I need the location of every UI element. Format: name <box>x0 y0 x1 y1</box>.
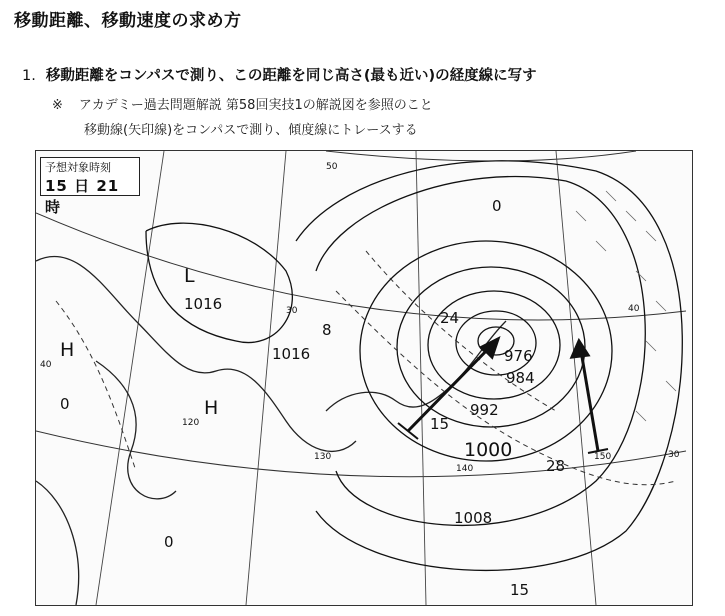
lon-label-120: 120 <box>182 418 200 428</box>
lat-label-40: 40 <box>628 304 640 314</box>
page-title: 移動距離、移動速度の求め方 <box>14 11 242 31</box>
low-marker: L <box>184 265 195 287</box>
pressure-984: 984 <box>506 369 535 387</box>
coastline-korea <box>96 361 176 499</box>
coastline-china <box>36 481 79 605</box>
lat-label-50: 50 <box>326 162 338 172</box>
note-mark: ※ <box>52 98 63 113</box>
forecast-time: 15 日 21 時 <box>45 177 120 216</box>
lat-label-30: 30 <box>668 450 680 460</box>
trace-arrow-head <box>572 341 588 357</box>
high-marker-1: H <box>60 339 75 361</box>
forecast-label: 予想対象時刻 <box>45 161 111 174</box>
temp-24: 24 <box>440 309 460 327</box>
lon-label-140: 140 <box>456 464 474 474</box>
latitude-line-40 <box>36 213 686 320</box>
pressure-1000: 1000 <box>464 439 513 461</box>
temp-15: 15 <box>430 415 450 433</box>
note-line-1 <box>52 94 433 113</box>
pressure-1008: 1008 <box>454 509 493 527</box>
temp-0c: 0 <box>164 533 174 551</box>
lon-label-130: 130 <box>314 452 332 462</box>
step-1 <box>22 64 537 85</box>
lat-label-40w: 40 <box>40 360 52 370</box>
temp-15b: 15 <box>510 581 530 599</box>
pressure-976: 976 <box>504 347 533 365</box>
pressure-1016-b: 1016 <box>272 345 311 363</box>
pressure-1016-a: 1016 <box>184 295 223 313</box>
forecast-time-box <box>40 157 140 216</box>
temp-0b: 0 <box>60 395 70 413</box>
step-number: 1. <box>22 68 36 84</box>
trace-arrow-line <box>581 351 598 451</box>
note-line-2: 移動線(矢印線)をコンパスで測り、傾度線にトレースする <box>84 123 418 138</box>
lon-label-150: 150 <box>594 452 612 462</box>
longitude-line-120 <box>96 151 164 605</box>
lat-label-30w: 30 <box>286 306 298 316</box>
latitude-line-50 <box>326 151 636 161</box>
high-marker-2: H <box>204 397 219 419</box>
step-text: 移動距離をコンパスで測り、この距離を同じ高さ(最も近い)の経度線に写す <box>45 68 537 84</box>
temp-0a: 0 <box>492 197 502 215</box>
longitude-line-150 <box>556 151 596 605</box>
dashed-contour-3 <box>56 301 136 471</box>
temp-28: 28 <box>546 457 566 475</box>
weather-map-graphic <box>36 151 692 605</box>
weather-map <box>35 150 693 606</box>
longitude-line-140 <box>416 151 426 605</box>
temp-8: 8 <box>322 321 332 339</box>
note-text-1: アカデミー過去問題解説 第58回実技1の解説図を参照のこと <box>78 98 433 113</box>
pressure-992: 992 <box>470 401 499 419</box>
